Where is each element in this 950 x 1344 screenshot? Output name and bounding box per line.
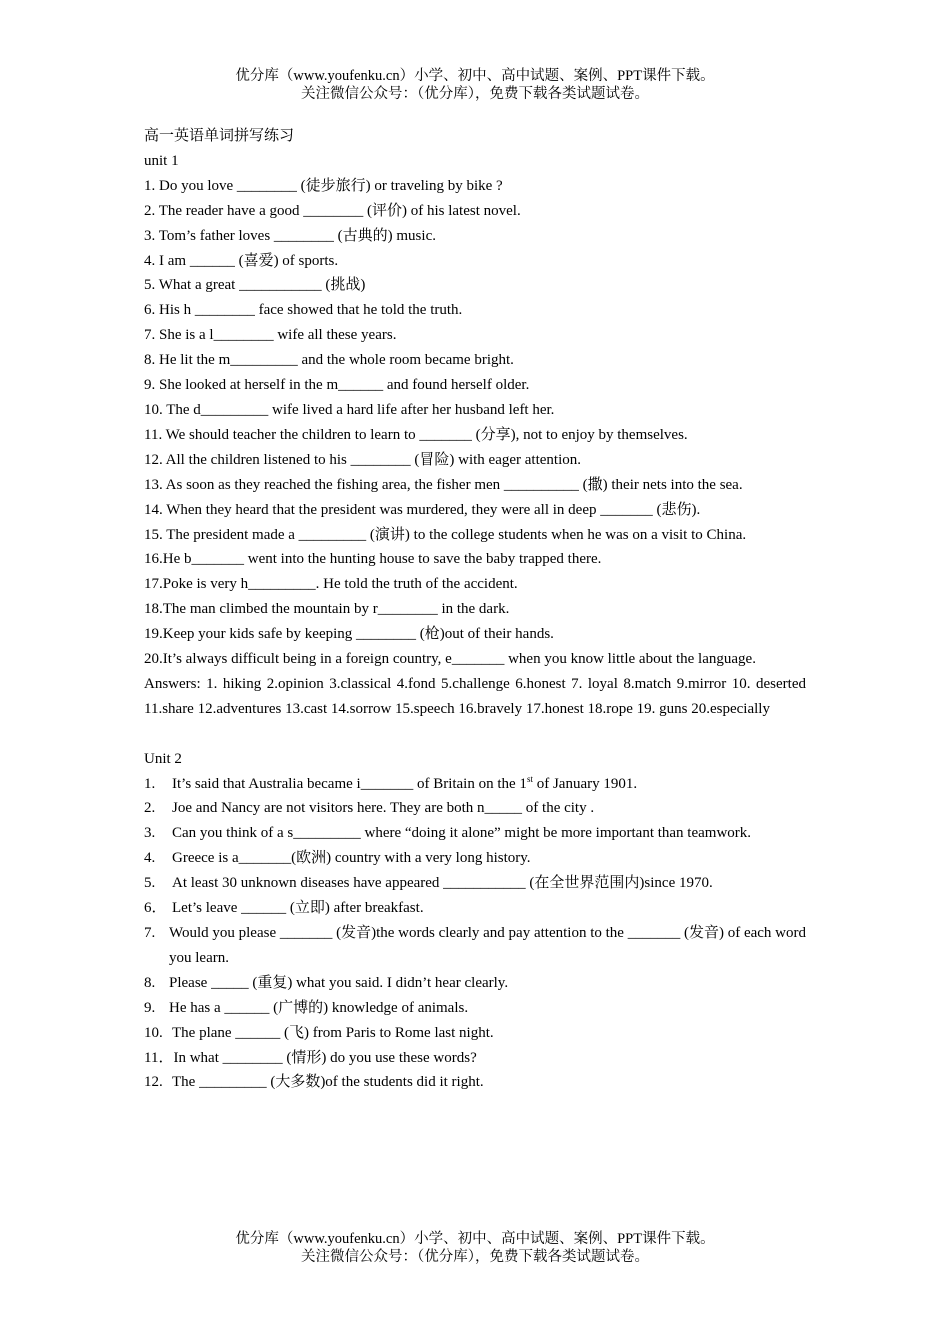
unit1-question: 1. Do you love ________ (徒步旅行) or traveling by bike ?	[144, 177, 503, 194]
unit1-question: 8. He lit the m_________ and the whole room became bright.	[144, 352, 514, 369]
unit1-question: 15. The president made a _________ (演讲) to the college students when he was on a visit to China.	[144, 526, 747, 543]
unit1-question: 20.It’s always difficult being in a foreign country, e_______ when you know little about the language.	[144, 651, 756, 668]
question-number: 8.	[144, 974, 156, 991]
question-number: 3.	[144, 825, 156, 842]
question-text: He has a ______ (广博的) knowledge of animals.	[169, 999, 469, 1016]
question-text: At least 30 unknown diseases have appeared ___________ (在全世界范围内)since 1970.	[172, 875, 713, 892]
question-number: 5.	[144, 875, 156, 892]
unit2-question	[144, 996, 806, 1021]
question-number: 7.	[144, 924, 156, 941]
unit1-question: 6. His h ________ face showed that he told the truth.	[144, 302, 463, 319]
unit1-question: 19.Keep your kids safe by keeping ________ (枪)out of their hands.	[144, 626, 554, 643]
question-number: 6．	[144, 900, 167, 917]
unit1-question: 7. She is a l________ wife all these years.	[144, 327, 397, 344]
unit1-question: 5. What a great ___________ (挑战)	[144, 277, 366, 294]
unit2-question	[144, 1070, 806, 1095]
document-title: 高一英语单词拼写练习	[144, 128, 295, 144]
unit2-question	[144, 1046, 806, 1071]
unit2-question	[144, 821, 806, 846]
unit2-question	[144, 971, 806, 996]
unit1-question: 17.Poke is very h_________. He told the truth of the accident.	[144, 576, 518, 593]
unit1-heading: unit 1	[144, 152, 179, 169]
question-text: The _________ (大多数)of the students did it right.	[172, 1074, 484, 1091]
question-text: Please _____ (重复) what you said. I didn’t hear clearly.	[169, 974, 509, 991]
header-line-2: 关注微信公众号：（优分库），免费下载各类试题试卷。	[301, 86, 649, 102]
question-text-part: of January 1901.	[532, 775, 638, 792]
question-text-part: It’s said that Australia became i_______ of Britain on the 1	[172, 775, 527, 792]
unit2-question	[144, 921, 806, 971]
question-number: 9.	[144, 999, 156, 1016]
ordinal-suffix: st	[526, 773, 533, 784]
unit2-question	[144, 871, 806, 896]
question-number: 10.	[144, 1024, 163, 1041]
unit1-question: 10. The d_________ wife lived a hard life after her husband left her.	[144, 401, 555, 418]
question-text: The plane ______ (飞) from Paris to Rome last night.	[172, 1024, 494, 1041]
unit1-question: 2. The reader have a good ________ (评价) of his latest novel.	[144, 202, 521, 219]
page-header	[0, 67, 950, 103]
unit1-question: 3. Tom’s father loves ________ (古典的) music.	[144, 227, 436, 244]
footer-line-1: 优分库（www.youfenku.cn）小学、初中、高中试题、案例、PPT课件下载。	[235, 1231, 715, 1247]
question-text: Let’s leave ______ (立即) after breakfast.	[172, 900, 424, 917]
unit1-question: 9. She looked at herself in the m______ and found herself older.	[144, 377, 530, 394]
unit2-question	[144, 1021, 806, 1046]
unit2-question	[144, 796, 806, 821]
unit1-question: 4. I am ______ (喜爱) of sports.	[144, 252, 339, 269]
page-footer	[0, 1230, 950, 1266]
unit1-answers: Answers: 1. hiking 2.opinion 3.classical 4.fond 5.challenge 6.honest 7. loyal 8.match 9.mirror 10. deserted 11.share 12.adventures 13.cast 14.sorrow 15.speech 16.bravely 17.honest 18.rope 19. guns 20.especially	[144, 675, 806, 717]
unit1-question-list	[144, 174, 806, 672]
unit1-question: 18.The man climbed the mountain by r________ in the dark.	[144, 601, 510, 618]
question-text: Would you please _______ (发音)the words clearly and pay attention to the _______ (发音) of each word you learn.	[169, 924, 806, 966]
section-spacer	[144, 722, 806, 747]
unit2-question	[144, 772, 806, 797]
question-text: Greece is a_______(欧洲) country with a very long history.	[172, 850, 531, 867]
question-number: 4.	[144, 850, 156, 867]
question-text: Can you think of a s_________ where “doing it alone” might be more important than teamwork.	[172, 825, 752, 842]
unit2-heading: Unit 2	[144, 750, 182, 767]
question-number: 1.	[144, 775, 156, 792]
header-line-1: 优分库（www.youfenku.cn）小学、初中、高中试题、案例、PPT课件下载。	[235, 68, 715, 84]
question-number: 11．	[144, 1049, 174, 1066]
unit1-question: 12. All the children listened to his ________ (冒险) with eager attention.	[144, 451, 581, 468]
unit1-question: 16.He b_______ went into the hunting house to save the baby trapped there.	[144, 551, 602, 568]
unit2-question-list	[144, 772, 806, 1096]
unit2-question	[144, 846, 806, 871]
footer-line-2: 关注微信公众号：（优分库），免费下载各类试题试卷。	[301, 1249, 649, 1265]
question-number: 2.	[144, 800, 156, 817]
unit1-question: 13. As soon as they reached the fishing area, the fisher men __________ (撒) their nets into the sea.	[144, 476, 743, 493]
question-number: 12.	[144, 1074, 163, 1091]
question-text: In what ________ (情形) do you use these words?	[173, 1049, 477, 1066]
unit2-question	[144, 896, 806, 921]
question-text	[172, 772, 806, 797]
question-text: Joe and Nancy are not visitors here. They are both n_____ of the city .	[172, 800, 595, 817]
document-body	[144, 124, 806, 1095]
unit1-question: 11. We should teacher the children to learn to _______ (分享), not to enjoy by themselves.	[144, 426, 688, 443]
unit1-question: 14. When they heard that the president was murdered, they were all in deep _______ (悲伤).	[144, 501, 701, 518]
